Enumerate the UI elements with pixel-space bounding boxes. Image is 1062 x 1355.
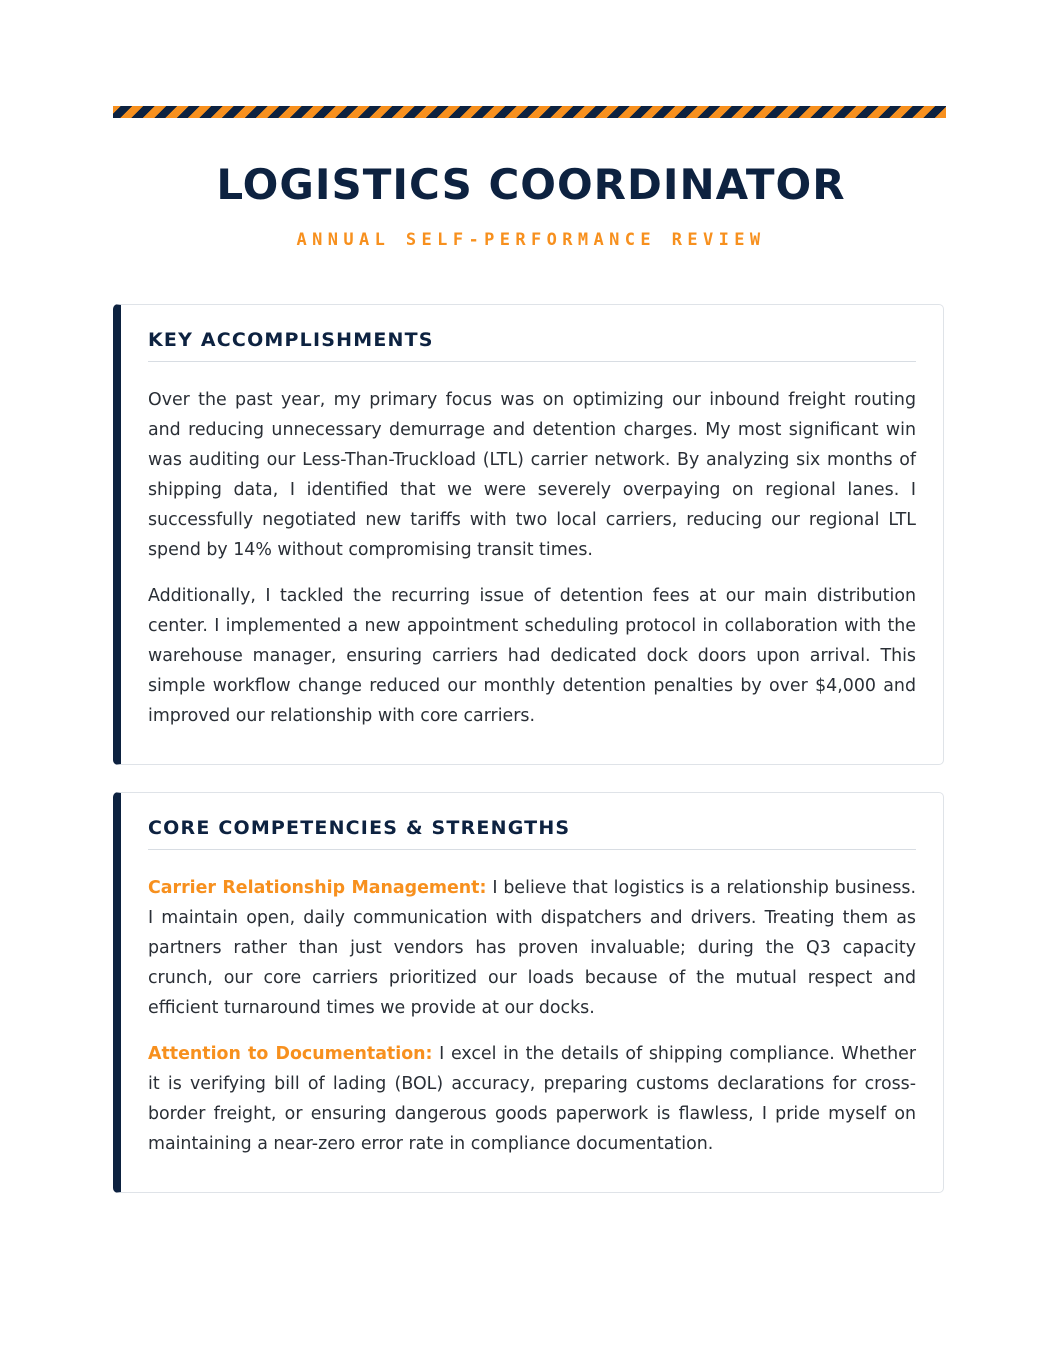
accomplishments-heading: KEY ACCOMPLISHMENTS — [148, 329, 916, 362]
competency-text: I excel in the details of shipping compliance. Whether it is verifying bill of lading (BOL) accuracy, preparing customs declarations for cross-border freight, or ensuring dangerous goods paperwork is flawless, I pride myself on maintaining a near-zero error rate in compliance documentation. — [148, 1044, 917, 1154]
page-title: LOGISTICS COORDINATOR — [216, 160, 846, 209]
competency-text: I believe that logistics is a relationship business. I maintain open, daily communication with dispatchers and drivers. Treating them as partners rather than just vendors has proven invaluable; during the Q3 capacity crunch, our core carriers prioritized our loads because of the mutual respect and efficient turnaround times we provide at our docks. — [148, 878, 917, 1018]
competency-label: Carrier Relationship Management: — [148, 878, 487, 898]
accomplishments-paragraph: Over the past year, my primary focus was on optimizing our inbound freight routing and reducing unnecessary demurrage and detention charges. My most significant win was auditing our Less-Than-Truckload (LTL) carrier network. By analyzing six months of shipping data, I identified that we were severely overpaying on regional lanes. I successfully negotiated new tariffs with two local carriers, reducing our regional LTL spend by 14% without compromising transit times. — [148, 390, 916, 560]
competency-item — [148, 873, 916, 1023]
competencies-section — [113, 792, 944, 1193]
accomplishments-section — [113, 304, 944, 765]
competency-item — [148, 1039, 916, 1159]
competency-label: Attention to Documentation: — [148, 1044, 433, 1064]
competencies-heading: CORE COMPETENCIES & STRENGTHS — [148, 817, 916, 850]
page-subtitle: ANNUAL SELF-PERFORMANCE REVIEW — [296, 230, 766, 250]
accomplishments-paragraph: Additionally, I tackled the recurring issue of detention fees at our main distribution center. I implemented a new appointment scheduling protocol in collaboration with the warehouse manager, ensuring carriers had dedicated dock doors upon arrival. This simple workflow change reduced our monthly detention penalties by over $4,000 and improved our relationship with core carriers. — [148, 586, 916, 726]
hazard-stripe-bar — [113, 106, 946, 118]
competencies-body — [148, 873, 916, 1175]
accomplishments-body — [148, 385, 916, 747]
